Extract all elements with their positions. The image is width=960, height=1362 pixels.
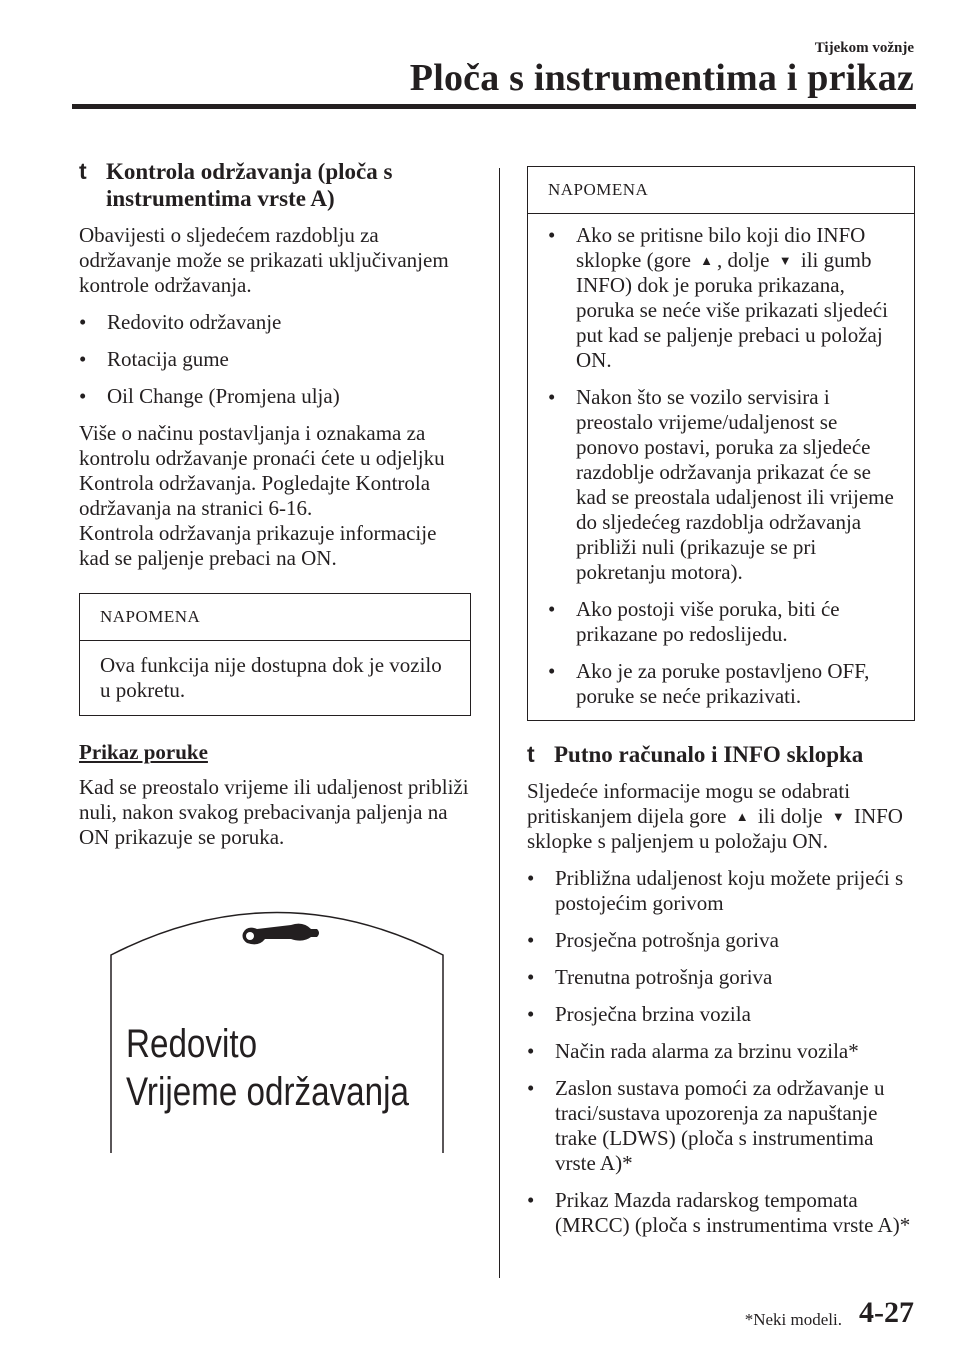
list-item: • Prikaz Mazda radarskog tempomata (MRCC) (ploča s instrumentima vrste A)* bbox=[527, 1188, 915, 1238]
message-paragraph: Kad se preostalo vrijeme ili udaljenost približi nuli, nakon svakog prebacivanja paljenja na ON prikazuje se poruka. bbox=[79, 775, 469, 849]
trip-computer-heading-text: Putno računalo i INFO sklopka bbox=[554, 742, 864, 767]
list-item: • Prosječna brzina vozila bbox=[527, 1002, 915, 1027]
chapter-label: Tijekom vožnje bbox=[814, 40, 914, 56]
list-item: • Trenutna potrošnja goriva bbox=[527, 965, 915, 990]
display-line-1: Redovito bbox=[126, 1022, 258, 1066]
maintenance-heading-text: Kontrola održavanja (ploča s instrumentima vrste A) bbox=[106, 159, 393, 211]
trip-computer-list bbox=[527, 866, 915, 1238]
trip-computer-intro: Sljedeće informacije mogu se odabrati pritiskanjem dijela gore ▲ ili dolje ▼ INFO sklopke s paljenjem u položaju ON. bbox=[527, 779, 903, 853]
note-text: Ova funkcija nije dostupna dok je vozilo u pokretu. bbox=[100, 653, 442, 702]
note-list bbox=[548, 223, 894, 709]
list-item: • Način rada alarma za brzinu vozila* bbox=[527, 1039, 915, 1064]
up-arrow-icon: ▲ bbox=[735, 809, 749, 824]
page-number: 4-27 bbox=[859, 1296, 914, 1329]
header-rule bbox=[72, 104, 916, 109]
list-item: • Ako je za poruke postavljeno OFF, poruke se neće prikazivati. bbox=[548, 659, 894, 709]
maintenance-intro: Obavijesti o sljedećem razdoblju za održavanje može se prikazati uključivanjem kontrole održavanja. bbox=[79, 223, 449, 297]
right-column bbox=[527, 166, 915, 1250]
heading-marker: t bbox=[79, 158, 87, 184]
note-heading: NAPOMENA bbox=[528, 167, 914, 214]
column-divider bbox=[499, 168, 500, 1278]
section-title: Ploča s instrumentima i prikaz bbox=[409, 57, 914, 99]
list-item: • Redovito održavanje bbox=[79, 310, 471, 335]
message-display-illustration bbox=[107, 895, 447, 1155]
down-arrow-icon: ▼ bbox=[831, 809, 845, 824]
note-heading: NAPOMENA bbox=[80, 594, 470, 641]
display-line-2: Vrijeme održavanja bbox=[126, 1070, 409, 1114]
list-item: • Oil Change (Promjena ulja) bbox=[79, 384, 471, 409]
maintenance-heading bbox=[79, 158, 471, 212]
maintenance-display-info: Kontrola održavanja prikazuje informacije kad se paljenje prebaci na ON. bbox=[79, 521, 437, 570]
up-arrow-icon: ▲ bbox=[700, 253, 714, 268]
note-box bbox=[527, 166, 915, 721]
list-item: • Rotacija gume bbox=[79, 347, 471, 372]
message-subheading: Prikaz poruke bbox=[79, 740, 208, 764]
heading-marker: t bbox=[527, 741, 535, 767]
maintenance-reference: Više o načinu postavljanja i oznakama za kontrolu održavanje pronaći ćete u odjeljku Kontrola održavanja. Pogledajte Kontrola održavanja na stranici 6-16. bbox=[79, 421, 445, 520]
list-item: • Zaslon sustava pomoći za održavanje u traci/sustava upozorenja za napuštanje trake (LDWS) (ploča s instrumentima vrste A)* bbox=[527, 1076, 915, 1176]
down-arrow-icon: ▼ bbox=[778, 253, 792, 268]
trip-computer-heading bbox=[527, 741, 915, 768]
footnote: *Neki modeli. bbox=[744, 1310, 842, 1329]
list-item: • Prosječna potrošnja goriva bbox=[527, 928, 915, 953]
left-column bbox=[79, 158, 471, 862]
wrench-icon bbox=[243, 924, 320, 945]
list-item: • Ako se pritisne bilo koji dio INFO sklopke (gore ▲ , dolje ▼ ili gumb INFO) dok je poruka prikazana, poruka se neće više prikazati sljedeći put kad se paljenje prebaci u položaj ON. bbox=[548, 223, 894, 373]
list-item: • Ako postoji više poruka, biti će prikazane po redoslijedu. bbox=[548, 597, 894, 647]
maintenance-list bbox=[79, 310, 471, 409]
note-box bbox=[79, 593, 471, 716]
list-item: • Približna udaljenost koju možete prijeći s postojećim gorivom bbox=[527, 866, 915, 916]
list-item: • Nakon što se vozilo servisira i preostalo vrijeme/udaljenost se ponovo postavi, poruka za sljedeće razdoblje održavanja prikazat će se kad se preostala udaljenost ili vrijeme do sljedećeg razdoblja održavanja približi nuli (prikazuje se pri pokretanju motora). bbox=[548, 385, 894, 585]
